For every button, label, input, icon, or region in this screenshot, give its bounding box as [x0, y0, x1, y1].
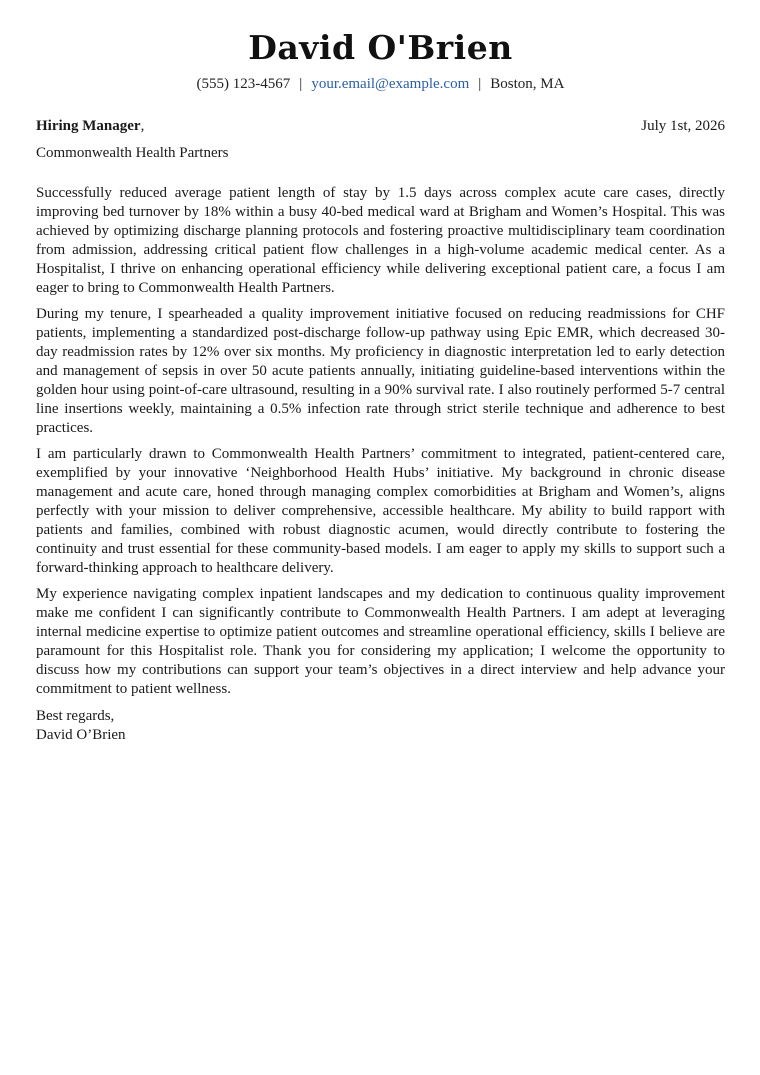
signature-name: David O’Brien — [36, 727, 126, 743]
body-paragraph: Successfully reduced average patient length of stay by 1.5 days across complex acute care cases, directly improving bed turnover by 18% within a busy 40-bed medical ward at Brigham and Women’s Hospital. This was achieved by optimizing discharge planning protocols and fostering proactive multidisciplinary team coordination from admission, addressing critical patient flow challenges in a high-volume academic medical center. As a Hospitalist, I thrive on enhancing operational efficiency while delivering exceptional patient care, a focus I am eager to bring to Commonwealth Health Partners. — [36, 185, 725, 296]
phone-number: (555) 123-4567 — [196, 76, 291, 92]
closing-salutation: Best regards, — [36, 708, 115, 724]
recipient-title: Hiring Manager — [36, 118, 141, 134]
letter-body — [36, 184, 725, 699]
recipient-company: Commonwealth Health Partners — [36, 145, 229, 161]
recipient-title-comma: , — [140, 118, 145, 134]
body-paragraph: I am particularly drawn to Commonwealth Health Partners’ commitment to integrated, patient-centered care, exemplified by your innovative ‘Neighborhood Health Hubs’ initiative. My background in chronic disease management and acute care, honed through managing complex comorbidities at Brigham and Women’s, aligns perfectly with your mission to deliver comprehensive, accessible healthcare. My ability to build rapport with patients and families, combined with robust diagnostic acumen, would directly contribute to fostering the continuity and trust essential for these community-based models. I am eager to apply my skills to support such a forward-thinking approach to healthcare delivery. — [36, 446, 725, 576]
recipient-row — [36, 117, 725, 135]
applicant-name: David O'Brien — [248, 28, 513, 67]
letter-closing — [36, 707, 725, 745]
body-paragraph: My experience navigating complex inpatient landscapes and my dedication to continuous quality improvement make me confident I can significantly contribute to Commonwealth Health Partners. I am adept at leveraging internal medicine expertise to optimize patient outcomes and streamline operational efficiency, skills I believe are paramount for this Hospitalist role. Thank you for considering my application; I welcome the opportunity to discuss how my contributions can support your team’s objectives in a direct interview and help advance your commitment to patient wellness. — [36, 586, 725, 697]
body-paragraph: During my tenure, I spearheaded a quality improvement initiative focused on reducing readmissions for CHF patients, implementing a standardized post-discharge follow-up pathway using Epic EMR, which decreased 30-day readmission rates by 12% over six months. My proficiency in diagnostic interpretation led to early detection and management of sepsis in over 50 acute patients annually, initiating guideline-based interventions within the golden hour using point-of-care ultrasound, resulting in a 90% survival rate. I also routinely performed 5-7 central line insertions weekly, maintaining a 0.5% infection rate through strict sterile technique and adherence to best practices. — [36, 306, 725, 436]
location: Boston, MA — [490, 76, 565, 92]
email-link[interactable]: your.email@example.com — [311, 76, 470, 92]
cover-letter-page — [36, 0, 725, 745]
contact-separator: | — [299, 76, 303, 92]
contact-separator: | — [478, 76, 482, 92]
recipient-title-wrap — [36, 117, 144, 135]
contact-line — [36, 75, 725, 93]
letter-date: July 1st, 2026 — [641, 118, 725, 134]
